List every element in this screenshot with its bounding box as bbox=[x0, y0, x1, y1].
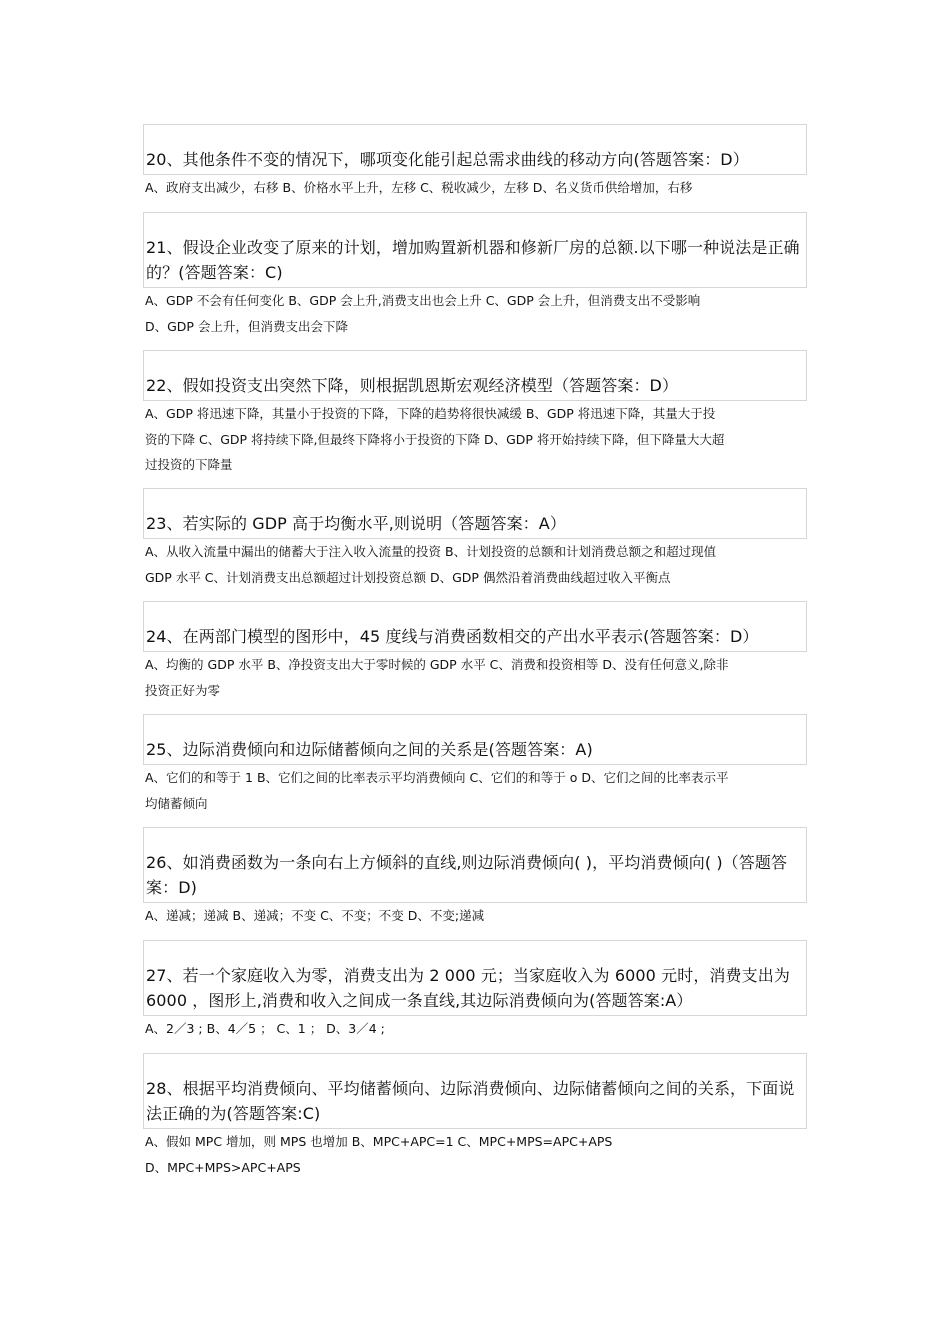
options-line: A、它们的和等于 1 B、它们之间的比率表示平均消费倾向 C、它们的和等于 o D、它们之间的比率表示平 bbox=[145, 770, 729, 785]
question-box bbox=[143, 350, 807, 401]
options-line: A、GDP 不会有任何变化 B、GDP 会上升,消费支出也会上升 C、GDP 会上升，但消费支出不受影响 bbox=[145, 293, 701, 308]
question-box bbox=[143, 1053, 807, 1129]
question-27 bbox=[143, 940, 807, 1042]
options-line: A、从收入流量中漏出的储蓄大于注入收入流量的投资 B、计划投资的总额和计划消费总额之和超过现值 bbox=[145, 544, 717, 559]
question-text: 28、根据平均消费倾向、平均储蓄倾向、边际消费倾向、边际储蓄倾向之间的关系，下面说法正确的为(答题答案:C) bbox=[146, 1079, 795, 1123]
question-20 bbox=[143, 124, 807, 201]
question-28 bbox=[143, 1053, 807, 1180]
options-line: D、GDP 会上升，但消费支出会下降 bbox=[145, 318, 348, 334]
question-26 bbox=[143, 827, 807, 929]
options-line: A、均衡的 GDP 水平 B、净投资支出大于零时候的 GDP 水平 C、消费和投资相等 D、没有任何意义,除非 bbox=[145, 657, 729, 672]
question-text: 20、其他条件不变的情况下，哪项变化能引起总需求曲线的移动方向(答题答案：D） bbox=[146, 150, 749, 169]
question-text: 22、假如投资支出突然下降，则根据凯恩斯宏观经济模型（答题答案：D） bbox=[146, 376, 679, 395]
question-text: 25、边际消费倾向和边际储蓄倾向之间的关系是(答题答案：A) bbox=[146, 740, 593, 759]
question-box bbox=[143, 601, 807, 652]
question-box bbox=[143, 940, 807, 1016]
options-line: 投资正好为零 bbox=[145, 682, 221, 698]
question-text: 27、若一个家庭收入为零，消费支出为 2 000 元；当家庭收入为 6000 元时，消费支出为 6000 ，图形上,消费和收入之间成一条直线,其边际消费倾向为(答题答案:A） bbox=[146, 966, 790, 1010]
answer-options bbox=[143, 288, 807, 339]
answer-options bbox=[143, 401, 807, 478]
options-line: D、MPC+MPS>APC+APS bbox=[145, 1159, 301, 1175]
question-22 bbox=[143, 350, 807, 478]
question-21 bbox=[143, 212, 807, 339]
options-line: A、2／3 ; B、4／5 ； C、1 ； D、3／4 ; bbox=[145, 1021, 385, 1036]
answer-options bbox=[143, 175, 807, 201]
question-box bbox=[143, 212, 807, 288]
options-line: A、递减；递减 B、递减；不变 C、不变；不变 D、不变;递减 bbox=[145, 908, 485, 923]
answer-options bbox=[143, 765, 807, 816]
question-text: 26、如消费函数为一条向右上方倾斜的直线,则边际消费倾向( )，平均消费倾向( )（答题答案：D) bbox=[146, 853, 788, 897]
options-line: A、GDP 将迅速下降，其量小于投资的下降，下降的趋势将很快减缓 B、GDP 将迅速下降，其量大于投 bbox=[145, 406, 716, 421]
answer-options bbox=[143, 1016, 807, 1042]
options-line: A、政府支出减少，右移 B、价格水平上升，左移 C、税收减少，左移 D、名义货币供给增加，右移 bbox=[145, 180, 693, 195]
question-text: 21、假设企业改变了原来的计划，增加购置新机器和修新厂房的总额.以下哪一种说法是正确的？(答题答案：C) bbox=[146, 238, 800, 282]
options-line: GDP 水平 C、计划消费支出总额超过计划投资总额 D、GDP 偶然沿着消费曲线超过收入平衡点 bbox=[145, 569, 671, 585]
question-23 bbox=[143, 488, 807, 590]
question-25 bbox=[143, 714, 807, 816]
options-line: A、假如 MPC 增加，则 MPS 也增加 B、MPC+APC=1 C、MPC+MPS=APC+APS bbox=[145, 1134, 613, 1149]
question-text: 24、在两部门模型的图形中，45 度线与消费函数相交的产出水平表示(答题答案：D） bbox=[146, 627, 759, 646]
answer-options bbox=[143, 539, 807, 590]
question-box bbox=[143, 124, 807, 175]
answer-options bbox=[143, 903, 807, 929]
answer-options bbox=[143, 1129, 807, 1180]
options-line: 过投资的下降量 bbox=[145, 457, 233, 472]
question-box bbox=[143, 488, 807, 539]
question-24 bbox=[143, 601, 807, 703]
question-box bbox=[143, 714, 807, 765]
question-box bbox=[143, 827, 807, 903]
options-line: 均储蓄倾向 bbox=[145, 795, 208, 811]
question-text: 23、若实际的 GDP 高于均衡水平,则说明（答题答案：A） bbox=[146, 514, 566, 533]
answer-options bbox=[143, 652, 807, 703]
options-line: 资的下降 C、GDP 将持续下降,但最终下降将小于投资的下降 D、GDP 将开始持续下降，但下降量大大超 bbox=[145, 431, 725, 447]
